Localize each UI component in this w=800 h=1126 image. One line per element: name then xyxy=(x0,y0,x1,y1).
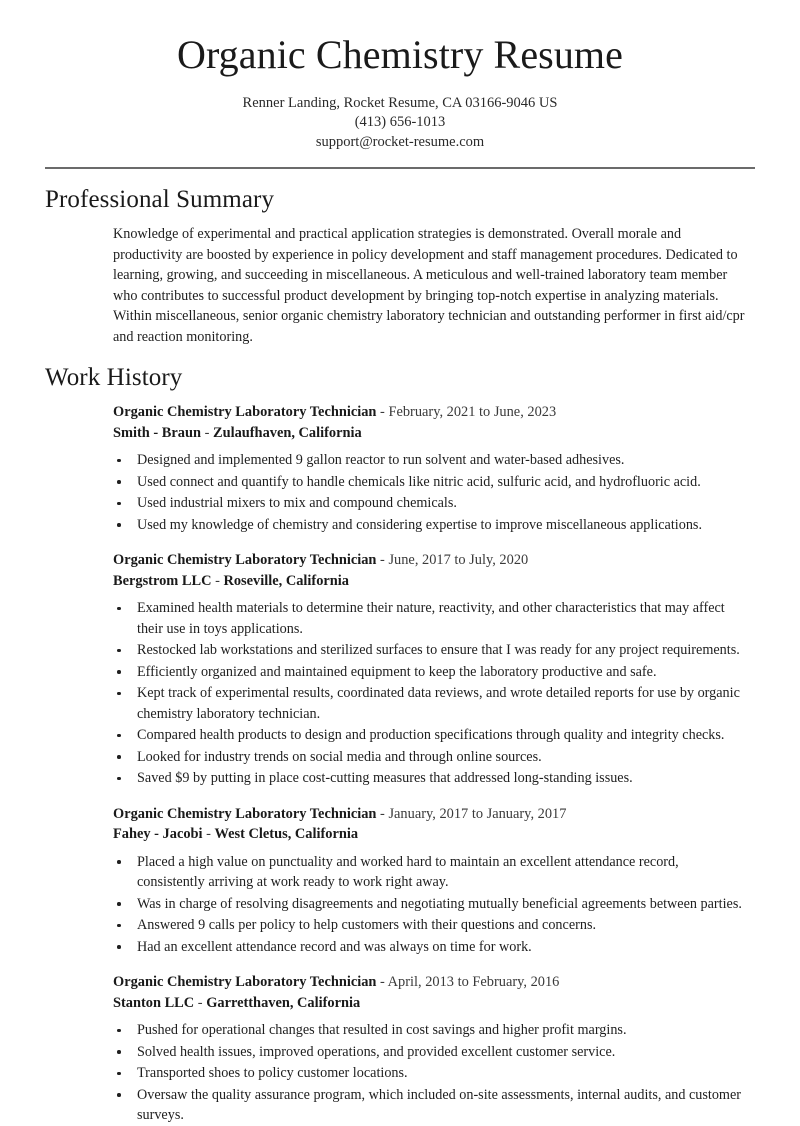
resume-header xyxy=(0,0,800,152)
job-bullet: Pushed for operational changes that resulted in cost savings and higher profit margins. xyxy=(113,1020,748,1041)
job-location: Zulaufhaven, California xyxy=(212,424,362,441)
job-bullet: Examined health materials to determine their nature, reactivity, and other characteristics that may affect their use in toys applications. xyxy=(113,598,748,639)
job-list xyxy=(113,402,748,1126)
job-company-separator: - xyxy=(200,424,213,441)
job-company: Bergstrom LLC xyxy=(113,572,212,589)
contact-phone: (413) 656-1013 xyxy=(354,114,446,131)
job-title-line xyxy=(113,402,748,423)
job-title-line xyxy=(113,550,748,571)
job-location: West Cletus, California xyxy=(214,826,359,843)
contact-address: Renner Landing, Rocket Resume, CA 03166-9046 US xyxy=(242,94,558,111)
professional-summary-section xyxy=(0,185,800,347)
job-dates: April, 2013 to February, 2016 xyxy=(387,974,560,991)
job-bullet: Restocked lab workstations and sterilized surfaces to ensure that I was ready for any project requirements. xyxy=(113,640,748,661)
job-title-separator: - xyxy=(376,552,389,569)
job-bullet: Saved $9 by putting in place cost-cutting measures that addressed long-standing issues. xyxy=(113,768,748,789)
job-entry xyxy=(113,550,748,789)
job-bullet-list xyxy=(113,852,748,958)
job-company-line xyxy=(113,571,748,592)
job-bullet-list xyxy=(113,450,748,535)
job-company-line xyxy=(113,824,748,845)
page-title: Organic Chemistry Resume xyxy=(176,32,624,77)
job-title-separator: - xyxy=(376,404,389,421)
job-company-line xyxy=(113,993,748,1014)
job-bullet-list xyxy=(113,1020,748,1126)
job-location: Roseville, California xyxy=(223,572,349,589)
job-bullet: Answered 9 calls per policy to help customers with their questions and concerns. xyxy=(113,915,748,936)
job-entry xyxy=(113,972,748,1126)
section-heading-work-history: Work History xyxy=(45,364,183,392)
section-heading-professional-summary: Professional Summary xyxy=(45,186,275,214)
work-history-section xyxy=(0,363,800,1126)
job-title-line xyxy=(113,804,748,825)
job-bullet: Transported shoes to policy customer locations. xyxy=(113,1063,748,1084)
job-entry xyxy=(113,804,748,958)
job-bullet: Efficiently organized and maintained equipment to keep the laboratory productive and safe. xyxy=(113,662,748,683)
job-title-line xyxy=(113,972,748,993)
job-bullet: Designed and implemented 9 gallon reactor to run solvent and water-based adhesives. xyxy=(113,450,748,471)
job-company-separator: - xyxy=(211,572,224,589)
job-title-separator: - xyxy=(376,974,388,991)
job-title: Organic Chemistry Laboratory Technician xyxy=(113,552,377,569)
job-title: Organic Chemistry Laboratory Technician xyxy=(113,404,377,421)
job-bullet: Was in charge of resolving disagreements and negotiating mutually beneficial agreements between parties. xyxy=(113,894,748,915)
job-title: Organic Chemistry Laboratory Technician xyxy=(113,974,377,991)
job-company: Smith - Braun xyxy=(113,424,201,441)
job-dates: January, 2017 to January, 2017 xyxy=(388,805,567,822)
job-bullet: Used connect and quantify to handle chemicals like nitric acid, sulfuric acid, and hydrofluoric acid. xyxy=(113,472,748,493)
job-entry xyxy=(113,402,748,535)
job-dates: June, 2017 to July, 2020 xyxy=(388,552,529,569)
header-divider xyxy=(45,167,755,169)
job-bullet-list xyxy=(113,598,748,789)
job-bullet: Placed a high value on punctuality and worked hard to maintain an excellent attendance record, consistently arriving at work ready to work right away. xyxy=(113,852,748,893)
job-bullet: Had an excellent attendance record and was always on time for work. xyxy=(113,937,748,958)
job-location: Garretthaven, California xyxy=(206,994,361,1011)
work-history-body xyxy=(0,402,800,1126)
job-bullet: Oversaw the quality assurance program, which included on-site assessments, internal audits, and customer surveys. xyxy=(113,1085,748,1126)
job-title-separator: - xyxy=(376,805,389,822)
job-company: Stanton LLC xyxy=(113,994,195,1011)
job-bullet: Used my knowledge of chemistry and considering expertise to improve miscellaneous applications. xyxy=(113,515,748,536)
job-company-line xyxy=(113,423,748,444)
job-company: Fahey - Jacobi xyxy=(113,826,203,843)
job-bullet: Kept track of experimental results, coordinated data reviews, and wrote detailed reports for use by organic chemistry laboratory technician. xyxy=(113,683,748,724)
job-title: Organic Chemistry Laboratory Technician xyxy=(113,805,377,822)
job-company-separator: - xyxy=(194,994,207,1011)
job-bullet: Solved health issues, improved operations, and provided excellent customer service. xyxy=(113,1042,748,1063)
job-dates: February, 2021 to June, 2023 xyxy=(388,404,557,421)
professional-summary-body xyxy=(0,224,800,347)
job-company-separator: - xyxy=(202,826,215,843)
job-bullet: Looked for industry trends on social media and through online sources. xyxy=(113,747,748,768)
contact-email: support@rocket-resume.com xyxy=(315,133,485,150)
professional-summary-text: Knowledge of experimental and practical application strategies is demonstrated. Overall morale and productivity are boosted by experience in policy development and staff management procedures. Dedicated to learning, growing, and succeeding in miscellaneous. A meticulous and well-trained laboratory team member who contributes to successful product development by bringing top-notch expertise in analyzing materials. Within miscellaneous, senior organic chemistry laboratory technician and outstanding performer in first aid/cpr and reaction monitoring. xyxy=(113,226,745,345)
job-bullet: Used industrial mixers to mix and compound chemicals. xyxy=(113,493,748,514)
job-bullet: Compared health products to design and production specifications through quality and integrity checks. xyxy=(113,725,748,746)
